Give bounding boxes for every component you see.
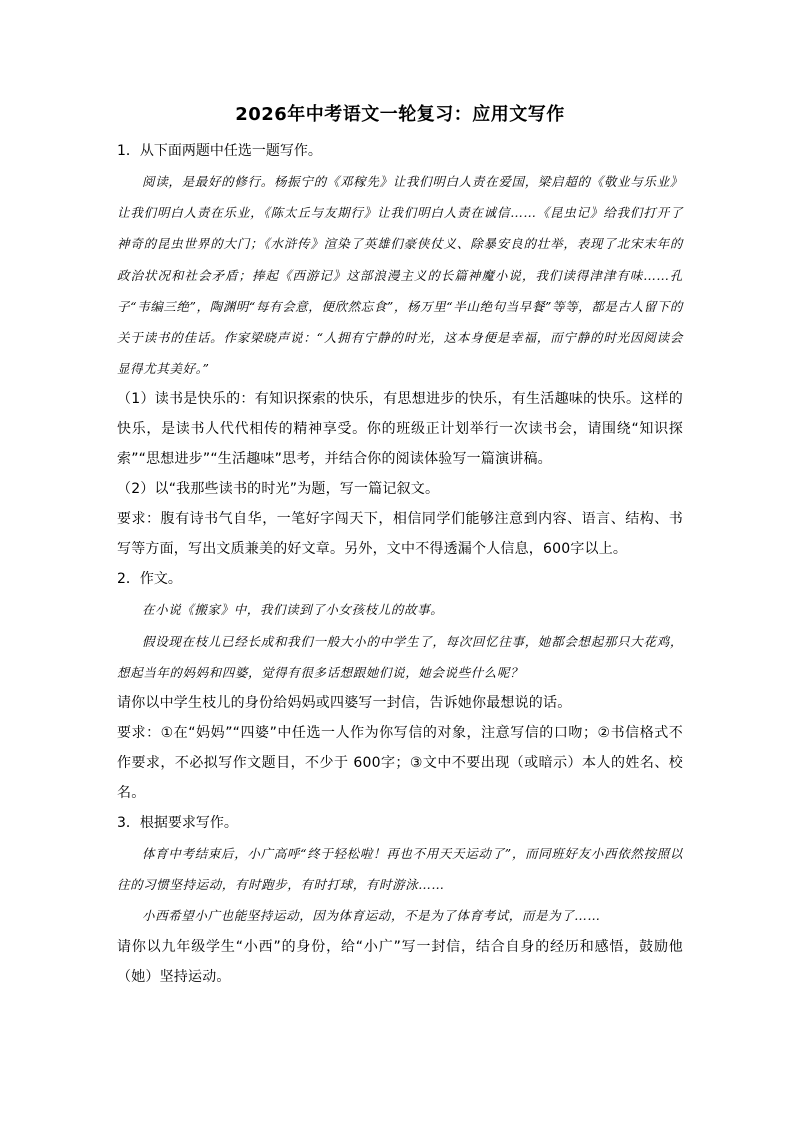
question-2-requirement: 要求：①在“妈妈”“四婆”中任选一人作为你写信的对象，注意写信的口吻；②书信格式不作要求，不必拟写作文题目，不少于 600字；③文中不要出现（或暗示）本人的姓名、校名。 <box>117 725 683 802</box>
question-1-heading: 1．从下面两题中任选一题写作。 <box>117 143 322 159</box>
question-2-material-1: 在小说《搬家》中，我们读到了小女孩枝儿的故事。 <box>142 602 444 618</box>
question-2 <box>117 564 683 808</box>
question-2-material-2: 假设现在枝儿已经长成和我们一般大小的中学生了，每次回忆往事，她都会想起那只大花鸡，想起当年的妈妈和四婆，觉得有很多话想跟她们说，她会说些什么呢？ <box>117 633 683 680</box>
question-1-option-1: （1）读书是快乐的：有知识探索的快乐，有思想进步的快乐，有生活趣味的快乐。这样的快乐，是读书人代代相传的精神享受。你的班级正计划举行一次读书会，请围绕“知识探索”“思想进步”“生活趣味”思考，并结合你的阅读体验写一篇演讲稿。 <box>117 391 683 468</box>
page-title: 2026年中考语文一轮复习：应用文写作 <box>235 104 565 125</box>
question-1-option-2: （2）以“我那些读书的时光”为题，写一篇记叙文。 <box>117 481 440 498</box>
question-3-material-2: 小西希望小广也能坚持运动，因为体育运动，不是为了体育考试，而是为了…… <box>142 908 601 924</box>
question-3 <box>117 808 683 992</box>
document-page <box>117 100 683 992</box>
question-1 <box>117 136 683 564</box>
question-1-material: 阅读，是最好的修行。杨振宁的《邓稼先》让我们明白人责在爱国，梁启超的《敬业与乐业》让我们明白人责在乐业，《陈太丘与友期行》让我们明白人责在诚信……《昆虫记》给我们打开了神奇的昆虫世界的大门；《水浒传》渲染了英雄们豪侠仗义、除暴安良的壮举，表现了北宋末年的政治状况和社会矛盾；捧起《西游记》这部浪漫主义的长篇神魔小说，我们读得津津有味……孔子“韦编三绝”，陶渊明“每有会意，便欣然忘食”，杨万里“半山绝句当早餐”等等，都是古人留下的关于读书的佳话。作家梁晓声说：“人拥有宁静的时光，这本身便是幸福，而宁静的时光因阅读会显得尤其美好。” <box>117 174 683 377</box>
question-2-heading: 2．作文。 <box>117 571 182 588</box>
question-1-requirement: 要求：腹有诗书气自华，一笔好字闯天下，相信同学们能够注意到内容、语言、结构、书写等方面，写出文质兼美的好文章。另外，文中不得透漏个人信息，600字以上。 <box>117 511 683 558</box>
question-2-task: 请你以中学生枝儿的身份给妈妈或四婆写一封信，告诉她你最想说的话。 <box>117 695 572 712</box>
question-3-task: 请你以九年级学生“小西”的身份，给“小广”写一封信，结合自身的经历和感悟，鼓励他（她）坚持运动。 <box>117 938 683 985</box>
question-3-heading: 3．根据要求写作。 <box>117 815 238 832</box>
question-3-material-1: 体育中考结束后，小广高呼“终于轻松啦！再也不用天天运动了”，而同班好友小西依然按照以往的习惯坚持运动，有时跑步，有时打球，有时游泳…… <box>117 846 683 893</box>
